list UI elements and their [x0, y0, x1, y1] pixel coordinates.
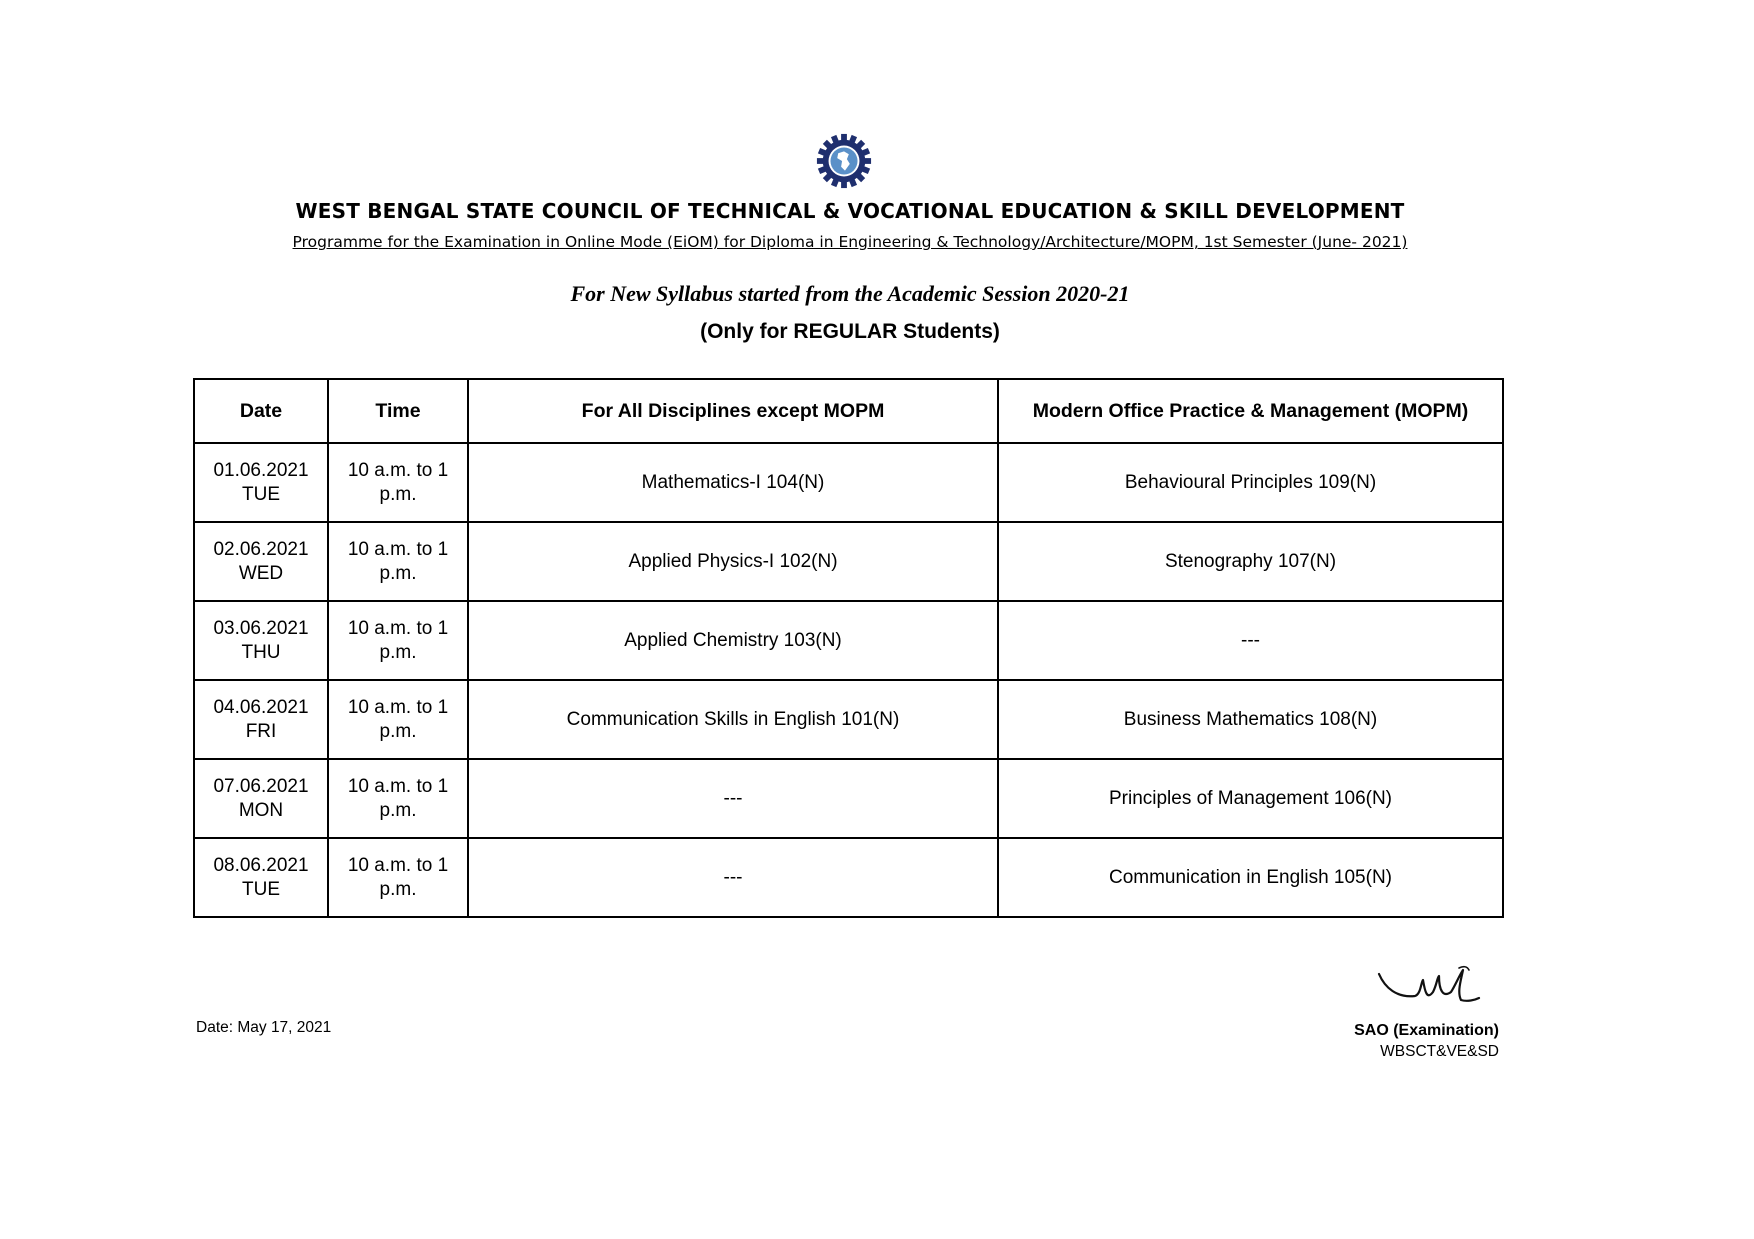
column-header-time: Time	[328, 379, 468, 443]
mopm-cell: Communication in English 105(N)	[998, 838, 1503, 917]
day-value: FRI	[245, 720, 277, 742]
syllabus-note: For New Syllabus started from the Academic Session 2020-21	[570, 281, 1130, 306]
all-disciplines-cell: Mathematics-I 104(N)	[468, 443, 998, 522]
date-value: 08.06.2021	[213, 854, 309, 876]
date-cell	[194, 759, 328, 838]
audience-note: (Only for REGULAR Students)	[700, 320, 1000, 343]
all-disciplines-cell: ---	[468, 759, 998, 838]
time-cell	[328, 759, 468, 838]
signatory-organization: WBSCT&VE&SD	[1380, 1043, 1499, 1060]
column-header-all-disciplines: For All Disciplines except MOPM	[468, 379, 998, 443]
time-value-line1: 10 a.m. to 1	[347, 538, 449, 560]
time-value-line1: 10 a.m. to 1	[347, 854, 449, 876]
all-disciplines-cell: Applied Chemistry 103(N)	[468, 601, 998, 680]
all-disciplines-cell: Communication Skills in English 101(N)	[468, 680, 998, 759]
mopm-cell: Principles of Management 106(N)	[998, 759, 1503, 838]
date-value: 03.06.2021	[213, 617, 309, 639]
mopm-cell: Business Mathematics 108(N)	[998, 680, 1503, 759]
day-value: TUE	[242, 483, 280, 505]
date-cell	[194, 680, 328, 759]
date-cell	[194, 838, 328, 917]
issue-date: Date: May 17, 2021	[196, 1019, 332, 1036]
time-cell	[328, 838, 468, 917]
mopm-cell: Behavioural Principles 109(N)	[998, 443, 1503, 522]
date-cell	[194, 522, 328, 601]
time-value-line2: p.m.	[379, 878, 417, 900]
time-value-line1: 10 a.m. to 1	[347, 617, 449, 639]
handwritten-signature-icon	[1375, 962, 1485, 1012]
time-value-line2: p.m.	[379, 641, 417, 663]
table-row	[194, 601, 1503, 680]
signatory-title: SAO (Examination)	[1354, 1022, 1499, 1039]
date-value: 07.06.2021	[213, 775, 309, 797]
time-value-line1: 10 a.m. to 1	[347, 459, 449, 481]
time-value-line2: p.m.	[379, 483, 417, 505]
table-row	[194, 680, 1503, 759]
column-header-date: Date	[194, 379, 328, 443]
date-value: 02.06.2021	[213, 538, 309, 560]
table-row	[194, 522, 1503, 601]
time-value-line2: p.m.	[379, 562, 417, 584]
day-value: MON	[238, 799, 284, 821]
time-cell	[328, 601, 468, 680]
time-value-line2: p.m.	[379, 799, 417, 821]
programme-subtitle: Programme for the Examination in Online Mode (EiOM) for Diploma in Engineering & Technology/Architecture/MOPM, 1st Semester (June- 2021)	[292, 233, 1408, 251]
time-cell	[328, 443, 468, 522]
exam-schedule-table	[193, 378, 1504, 918]
day-value: TUE	[242, 878, 280, 900]
table-row	[194, 443, 1503, 522]
all-disciplines-cell: ---	[468, 838, 998, 917]
table-header-row	[194, 379, 1503, 443]
date-value: 01.06.2021	[213, 459, 309, 481]
all-disciplines-cell: Applied Physics-I 102(N)	[468, 522, 998, 601]
council-gear-emblem-icon	[815, 132, 873, 190]
day-value: WED	[238, 562, 284, 584]
mopm-cell: ---	[998, 601, 1503, 680]
time-cell	[328, 680, 468, 759]
date-cell	[194, 601, 328, 680]
date-value: 04.06.2021	[213, 696, 309, 718]
time-value-line1: 10 a.m. to 1	[347, 696, 449, 718]
table-row	[194, 838, 1503, 917]
organization-title: WEST BENGAL STATE COUNCIL OF TECHNICAL & VOCATIONAL EDUCATION & SKILL DEVELOPMENT	[295, 199, 1405, 223]
date-cell	[194, 443, 328, 522]
time-value-line1: 10 a.m. to 1	[347, 775, 449, 797]
table-row	[194, 759, 1503, 838]
day-value: THU	[241, 641, 281, 663]
time-value-line2: p.m.	[379, 720, 417, 742]
mopm-cell: Stenography 107(N)	[998, 522, 1503, 601]
column-header-mopm: Modern Office Practice & Management (MOPM)	[998, 379, 1503, 443]
time-cell	[328, 522, 468, 601]
